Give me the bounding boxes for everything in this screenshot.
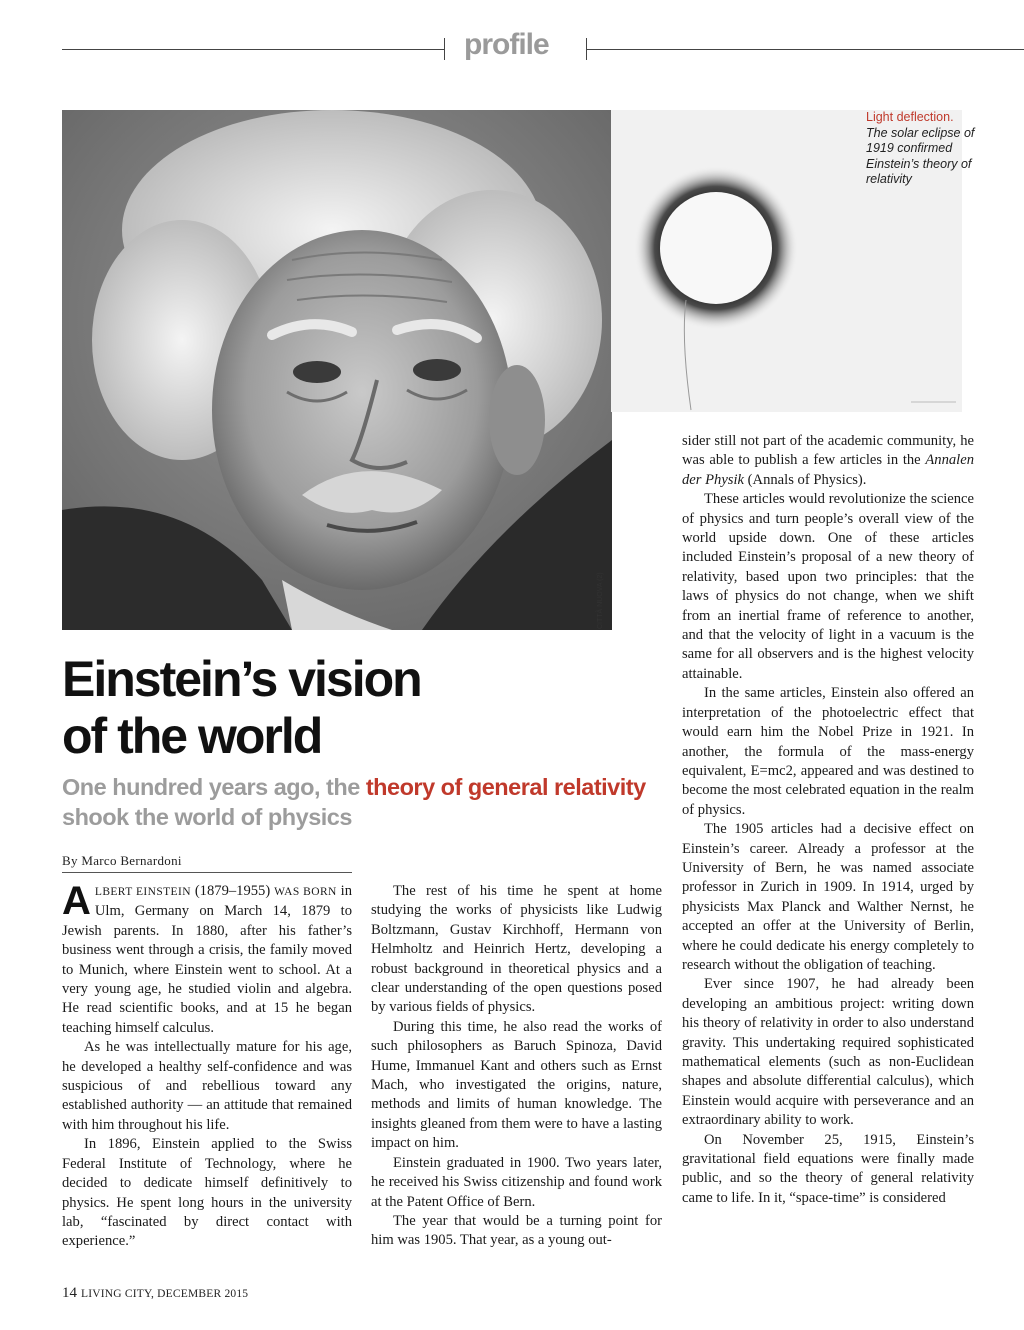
headline-line-2: of the world [62, 708, 322, 764]
subhead-part-2: shook the world of physics [62, 804, 352, 830]
lead-dates: (1879–1955) [190, 883, 275, 899]
article-subhead [62, 772, 662, 832]
col3-text-a: sider still not part of the academic community, he was able to publish a few articles in the [682, 433, 974, 469]
paragraph: The 1905 articles had a decisive effect on Einstein’s career. Already a professor at the University of Bern, he was named associate professor in Zurich in 1909. In 1914, urged by physicists Max Planck and Walther Nernst, he accepted an offer at the University of Berlin, where he could dedicate his energy completely to research without the obligation of teaching. [682, 821, 974, 973]
article-headline [62, 651, 622, 765]
caption-body: The solar eclipse of 1919 confirmed Einstein’s theory of relativity [866, 125, 975, 186]
paragraph: During this time, he also read the works of such philosophers as Baruch Spinoza, David Hume, Immanuel Kant and others such as Ernst Mach, who investigated the origins, nature, methods and limits of human knowledge. The insights gleaned from them were to have a lasting impact on him. [371, 1018, 662, 1152]
page-number: 14 [62, 1285, 77, 1301]
byline-prefix: By [62, 853, 78, 868]
paragraph: Einstein graduated in 1900. Two years later, he received his Swiss citizenship and found work at the Patent Office of Bern. [371, 1154, 662, 1210]
lead-smallcaps: LBERT EINSTEIN [94, 886, 191, 898]
article-column-2 [371, 882, 662, 1251]
paragraph [682, 432, 974, 490]
header-rule-left [62, 49, 444, 50]
lead-smallcaps-2: WAS BORN [274, 886, 337, 898]
byline-author: Marco Bernardoni [81, 853, 182, 868]
portrait-image [62, 110, 612, 630]
caption-title: Light deflection. [866, 110, 954, 124]
section-title: profile [464, 28, 549, 61]
einstein-portrait-photo [62, 110, 612, 630]
paragraph: These articles would revolutionize the science of physics and turn people’s overall view of the world upside down. One of these articles included Einstein’s proposal of a new theory of relativity, based upon two principles: that the laws of physics do not change, when we shift from an inertial frame of reference to another, and that the velocity of light in a vacuum is the same for all observers and is the highest velocity attainable. [682, 491, 974, 682]
byline-rule [62, 872, 352, 873]
article-column-3 [682, 432, 974, 1208]
article-column-1 [62, 879, 352, 1252]
journal-title: Annalen der Physik [682, 452, 974, 488]
byline [62, 853, 182, 869]
paragraph: In the same articles, Einstein also offered an interpretation of the photoelectric effect that would earn him the Nobel Prize in 1921. In another, the formula of the mass-energy equivalent, E=mc2, appeared and was destined to become the most celebrated equation in the realm of physics. [682, 685, 974, 818]
page-footer [62, 1285, 248, 1302]
headline-line-1: Einstein’s vision [62, 651, 421, 707]
photo-credit: CITTÀ NUOVA (2) [597, 572, 604, 629]
lead-text: in Ulm, Germany on March 14, 1879 to Jewish parents. In 1880, after his father’s business went through a crisis, the family moved to Munich, where Einstein went to school. At a very young age, he studied violin and algebra. He read scientific books, and at 15 he began teaching himself calculus. [62, 883, 352, 1036]
paragraph: As he was intellectually mature for his age, he developed a healthy self-confidence and was suspicious of and rebellious toward any established authority — an attitude that remained with him throughout his life. [62, 1039, 352, 1133]
lead-paragraph [62, 879, 352, 1038]
photo-caption [866, 110, 976, 188]
paragraph: Ever since 1907, he had already been developing an ambitious project: writing down his theory of relativity in order to also understand gravity. This undertaking required sophisticated mathematical elements (such as non-Euclidean shapes and absolute differential calculus), which Einstein would acquire with perseverance and an extraordinary ability to work. [682, 976, 974, 1129]
subhead-part-1: One hundred years ago, the [62, 774, 366, 800]
publication-info: LIVING CITY, DECEMBER 2015 [81, 1288, 249, 1300]
subhead-highlight: theory of general relativity [365, 774, 646, 800]
paragraph: On November 25, 1915, Einstein’s gravitational field equations were finally made public, and so the theory of general relativity came to life. In it, “space-time” is considered [682, 1131, 974, 1206]
paragraph: The rest of his time he spent at home studying the works of physicists like Ludwig Boltzmann, Gustav Kirchhoff, Hermann von Helmholtz and Heinrich Hertz, developing a robust background in theoretical physics and a clear understanding of the open questions posed by various fields of physics. [371, 883, 662, 1016]
header-rule-right [586, 49, 1024, 50]
header-tick-left [444, 38, 445, 60]
paragraph: In 1896, Einstein applied to the Swiss Federal Institute of Technology, where he decided to dedicate himself definitively to physics. He spent long hours in the university lab, “fascinated by direct contact with experience.” [62, 1136, 352, 1250]
drop-cap: A [62, 879, 91, 923]
col3-text-b: (Annals of Physics). [744, 471, 867, 488]
paragraph: The year that would be a turning point for him was 1905. That year, as a young out- [371, 1212, 662, 1249]
